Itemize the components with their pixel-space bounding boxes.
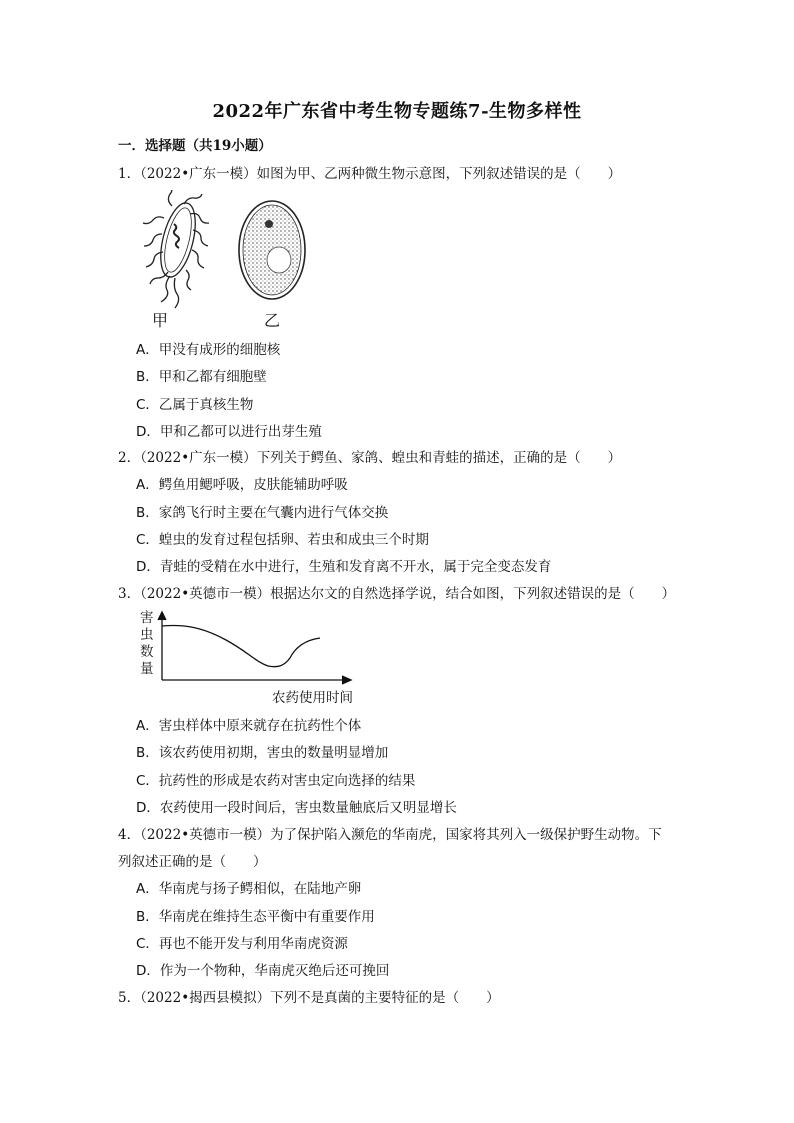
- question-2-option-b[interactable]: B．家鸽飞行时主要在气囊内进行气体交换: [136, 505, 389, 521]
- question-1-option-b[interactable]: B．甲和乙都有细胞壁: [136, 369, 267, 385]
- question-3-option-c[interactable]: C．抗药性的形成是农药对害虫定向选择的结果: [136, 773, 416, 789]
- pest-graph-ylabel: 害 虫 数 量: [140, 610, 154, 677]
- yeast-cell-figure: [236, 198, 308, 303]
- question-4-stem-line2: 列叙述正确的是（ ）: [118, 854, 267, 870]
- question-3-option-d[interactable]: D．农药使用一段时间后，害虫数量触底后又明显增长: [136, 800, 457, 816]
- question-1-option-a[interactable]: A．甲没有成形的细胞核: [136, 342, 281, 358]
- question-4-option-b[interactable]: B．华南虎在维持生态平衡中有重要作用: [136, 909, 375, 925]
- question-4-stem-line1: 4．（2022•英德市一模）为了保护陷入濒危的华南虎，国家将其列入一级保护野生动物。下: [118, 827, 662, 843]
- question-2-option-c[interactable]: C．蝗虫的发育过程包括卵、若虫和成虫三个时期: [136, 532, 429, 548]
- pest-population-graph: [156, 610, 356, 690]
- question-2-option-d[interactable]: D．青蛙的受精在水中进行，生殖和发育离不开水，属于完全变态发育: [136, 559, 552, 575]
- question-2-stem: 2．（2022•广东一模）下列关于鳄鱼、家鸽、蝗虫和青蛙的描述，正确的是（ ）: [118, 450, 622, 466]
- section-heading: 一．选择题（共19小题）: [118, 138, 272, 154]
- question-1-stem: 1．（2022•广东一模）如图为甲、乙两种微生物示意图，下列叙述错误的是（ ）: [118, 166, 622, 182]
- figure-label-jia: 甲: [152, 311, 169, 330]
- question-3-option-a[interactable]: A．害虫样体中原来就存在抗药性个体: [136, 718, 362, 734]
- question-3-stem: 3．（2022•英德市一模）根据达尔文的自然选择学说，结合如图，下列叙述错误的是（ ）: [118, 586, 676, 602]
- question-5-stem: 5．（2022•揭西县模拟）下列不是真菌的主要特征的是（ ）: [118, 990, 500, 1006]
- question-2-option-a[interactable]: A．鳄鱼用鳃呼吸，皮肤能辅助呼吸: [136, 477, 348, 493]
- bacterium-figure: [140, 190, 215, 310]
- question-4-option-d[interactable]: D．作为一个物种，华南虎灭绝后还可挽回: [136, 963, 390, 979]
- question-1-option-d[interactable]: D．甲和乙都可以进行出芽生殖: [136, 424, 322, 440]
- question-1-option-c[interactable]: C．乙属于真核生物: [136, 397, 254, 413]
- question-4-option-c[interactable]: C．再也不能开发与利用华南虎资源: [136, 936, 348, 952]
- question-4-option-a[interactable]: A．华南虎与扬子鳄相似，在陆地产卵: [136, 881, 362, 897]
- pest-graph-xlabel: 农药使用时间: [272, 690, 353, 706]
- question-3-option-b[interactable]: B．该农药使用初期，害虫的数量明显增加: [136, 745, 389, 761]
- figure-label-yi: 乙: [264, 311, 281, 330]
- page-title: 2022年广东省中考生物专题练7-生物多样性: [212, 101, 582, 122]
